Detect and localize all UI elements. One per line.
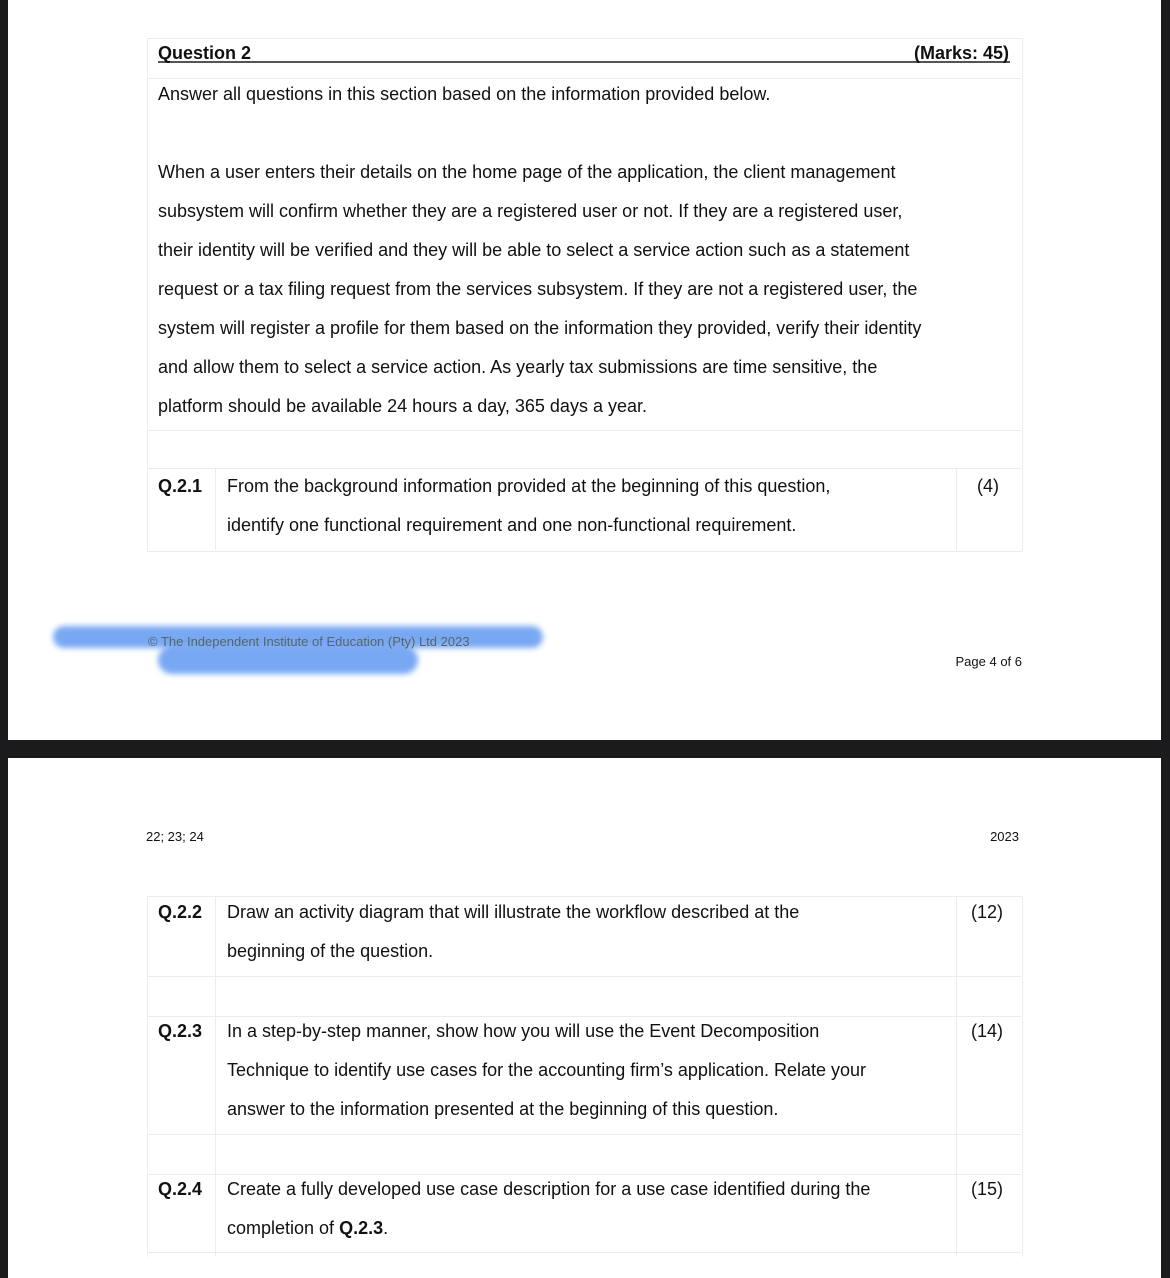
page-number: Page 4 of 6 bbox=[955, 654, 1022, 669]
header-left: 22; 23; 24 bbox=[146, 829, 204, 844]
document-page-4 bbox=[8, 0, 1161, 740]
title-underline bbox=[158, 61, 1010, 63]
question-line bbox=[227, 1209, 870, 1248]
divider bbox=[147, 1134, 1021, 1135]
divider bbox=[215, 896, 216, 1256]
divider bbox=[147, 976, 1021, 977]
scenario-text bbox=[158, 153, 1028, 426]
question-line: Draw an activity diagram that will illustrate the workflow described at the bbox=[227, 902, 800, 922]
question-text-part: . bbox=[383, 1218, 389, 1238]
question-line: identify one functional requirement and one non-functional requirement. bbox=[227, 515, 797, 535]
scenario-line: When a user enters their details on the home page of the application, the client management bbox=[158, 162, 896, 182]
question-number: Q.2.1 bbox=[158, 476, 203, 496]
question-number: Q.2.3 bbox=[158, 1021, 203, 1041]
divider bbox=[956, 896, 957, 1256]
question-title: Question 2 bbox=[158, 43, 252, 63]
question-text bbox=[227, 893, 799, 971]
document-page-5 bbox=[8, 758, 1161, 1278]
scenario-line: and allow them to select a service action. As yearly tax submissions are time sensitive, the bbox=[158, 357, 878, 377]
header-right: 2023 bbox=[990, 829, 1019, 844]
question-line: From the background information provided at the beginning of this question, bbox=[227, 476, 831, 496]
question-line: answer to the information presented at the beginning of this question. bbox=[227, 1099, 779, 1119]
question-text bbox=[227, 1012, 866, 1129]
instruction: Answer all questions in this section based on the information provided below. bbox=[158, 84, 771, 104]
question-text bbox=[227, 467, 830, 545]
question-number: Q.2.2 bbox=[158, 902, 203, 922]
question-marks: (Marks: 45) bbox=[913, 43, 1009, 63]
question-line: beginning of the question. bbox=[227, 941, 434, 961]
question-marks: (15) bbox=[971, 1179, 1004, 1199]
question-marks: (4) bbox=[977, 476, 999, 496]
question-reference: Q.2.3 bbox=[339, 1218, 384, 1238]
question-text bbox=[227, 1170, 870, 1248]
scenario-line: their identity will be verified and they will be able to select a service action such as a statement bbox=[158, 240, 910, 260]
divider bbox=[147, 430, 1021, 431]
scenario-line: request or a tax filing request from the services subsystem. If they are not a registered user, the bbox=[158, 279, 918, 299]
question-text-part: completion of bbox=[227, 1218, 340, 1238]
question-marks: (14) bbox=[971, 1021, 1004, 1041]
scenario-line: subsystem will confirm whether they are a registered user or not. If they are a registered user, bbox=[158, 201, 903, 221]
divider bbox=[215, 468, 216, 550]
question-marks: (12) bbox=[971, 902, 1004, 922]
scenario-line: system will register a profile for them based on the information they provided, verify their identity bbox=[158, 318, 922, 338]
question-line: Create a fully developed use case description for a use case identified during the bbox=[227, 1179, 871, 1199]
question-line: In a step-by-step manner, show how you will use the Event Decomposition bbox=[227, 1021, 820, 1041]
redaction-scribble bbox=[158, 646, 418, 674]
question-line: Technique to identify use cases for the accounting firm’s application. Relate your bbox=[227, 1060, 867, 1080]
divider bbox=[147, 1252, 1021, 1253]
footer-copyright: © The Independent Institute of Education (Pty) Ltd 2023 bbox=[148, 634, 470, 649]
question-number: Q.2.4 bbox=[158, 1179, 203, 1199]
scenario-line: platform should be available 24 hours a day, 365 days a year. bbox=[158, 396, 647, 416]
divider bbox=[956, 468, 957, 550]
